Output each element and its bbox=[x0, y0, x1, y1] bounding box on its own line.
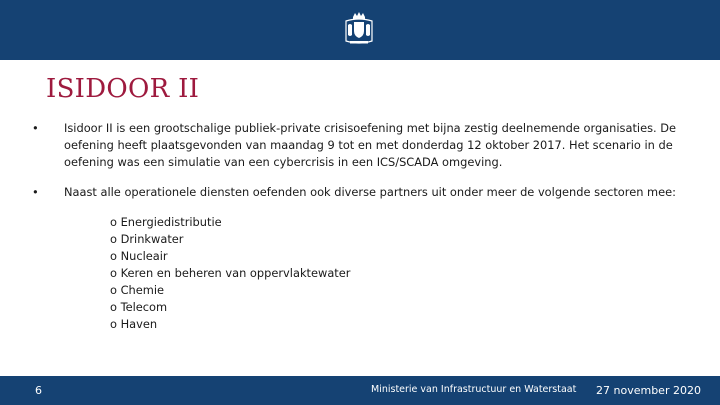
bullet-marker: • bbox=[32, 185, 39, 199]
ministry-name: Ministerie van Infrastructuur en Waterstaat bbox=[371, 384, 577, 395]
sector-item: o Nucleair bbox=[110, 249, 168, 263]
sector-item: o Drinkwater bbox=[110, 232, 184, 246]
sector-item: o Keren en beheren van oppervlaktewater bbox=[110, 266, 351, 280]
bullet-item bbox=[32, 120, 712, 171]
coat-of-arms-icon bbox=[343, 11, 375, 47]
sector-list bbox=[32, 214, 712, 333]
bullet-text: Isidoor II is een grootschalige publiek-private crisisoefening met bijna zestig deelnemende organisaties. De oefening heeft plaatsgevonden van maandag 9 tot en met donderdag 12 oktober 2017. Het scenario in de oefening was een simulatie van een cybercrisis in een ICS/SCADA omgeving. bbox=[64, 121, 677, 169]
sector-item: o Haven bbox=[110, 317, 158, 331]
footer-date: 27 november 2020 bbox=[596, 384, 701, 397]
slide-body bbox=[32, 120, 712, 333]
sector-item: o Chemie bbox=[110, 283, 165, 297]
page-number: 6 bbox=[35, 384, 42, 397]
bullet-marker: • bbox=[32, 121, 39, 135]
slide-title: ISIDOOR II bbox=[46, 74, 200, 104]
bullet-text: Naast alle operationele diensten oefenden ook diverse partners uit onder meer de volgende sectoren mee: bbox=[64, 185, 677, 199]
sector-item: o Telecom bbox=[110, 300, 168, 314]
header-band bbox=[0, 0, 720, 60]
bullet-item bbox=[32, 184, 712, 201]
sector-item: o Energiedistributie bbox=[110, 215, 222, 229]
